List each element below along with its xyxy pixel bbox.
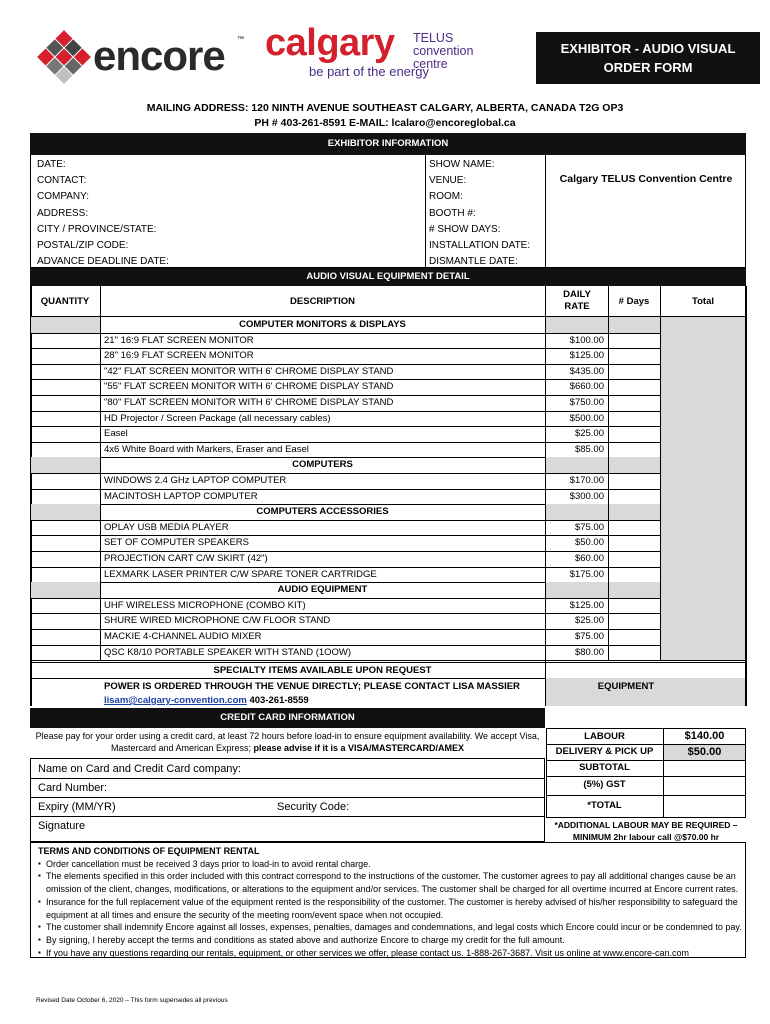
exhibitor-show-field-0[interactable]: SHOW NAME:: [429, 159, 495, 170]
total-cell: [661, 551, 745, 567]
item-description: 21" 16:9 FLAT SCREEN MONITOR: [104, 334, 254, 346]
total-cell: [661, 535, 745, 551]
item-rate: $300.00: [569, 490, 604, 502]
item-description: "80" FLAT SCREEN MONITOR WITH 6' CHROME DISPLAY STAND: [104, 397, 394, 408]
days-input[interactable]: [609, 411, 660, 427]
summary-delivery: DELIVERY & PICK UP: [555, 746, 654, 757]
terms-title: TERMS AND CONDITIONS OF EQUIPMENT RENTAL: [38, 846, 260, 856]
item-description: Easel: [104, 428, 128, 440]
total-cell: [661, 473, 745, 489]
form-title: EXHIBITOR - AUDIO VISUAL ORDER FORM: [536, 32, 760, 84]
exhibitor-show-field-6[interactable]: DISMANTLE DATE:: [429, 256, 518, 268]
exhibitor-field-4[interactable]: CITY / PROVINCE/STATE:: [37, 223, 157, 235]
days-input[interactable]: [609, 598, 660, 614]
summary-total: *TOTAL: [587, 800, 622, 811]
signature-field[interactable]: Signature: [38, 820, 86, 832]
quantity-input[interactable]: [31, 411, 100, 427]
terms-section: [38, 845, 748, 959]
exhibitor-field-5[interactable]: POSTAL/ZIP CODE:: [37, 240, 129, 251]
specialty-title: SPECIALTY ITEMS AVAILABLE UPON REQUEST: [213, 665, 432, 676]
terms-item-1: ▪ The elements specified in this order included with this contract correspond to the instructions of the customer. The customer agrees to pay all additional changes cause be an omission of the client, changes, modifications, or alterations to the equipment and/or services. The customer shall be charged for all overtime incurred at Encore current rates.: [38, 870, 748, 895]
quantity-input[interactable]: [31, 473, 100, 489]
item-description: PROJECTION CART C/W SKIRT (42"): [104, 553, 268, 564]
quantity-input[interactable]: [31, 598, 100, 614]
qty-gray: [31, 504, 100, 520]
exhibitor-show-field-1[interactable]: VENUE:: [429, 175, 467, 187]
item-description: SHURE WIRED MICROPHONE C/W FLOOR STAND: [104, 615, 331, 627]
quantity-input[interactable]: [31, 333, 100, 349]
name-on-card-field[interactable]: Name on Card and Credit Card company:: [38, 763, 241, 775]
terms-item-5: ▪ If you have any questions regarding our rentals, equipment, or other services we offer, please contact us. 1-888-267-3687. Visit us online at www.encore-can.com: [38, 947, 748, 960]
item-description: MACINTOSH LAPTOP COMPUTER: [104, 490, 258, 502]
quantity-input[interactable]: [31, 364, 100, 380]
days-input[interactable]: [609, 333, 660, 349]
days-input[interactable]: [609, 426, 660, 442]
quantity-input[interactable]: [31, 567, 100, 583]
quantity-input[interactable]: [31, 395, 100, 411]
days-input[interactable]: [609, 535, 660, 551]
item-description: "42" FLAT SCREEN MONITOR WITH 6' CHROME DISPLAY STAND: [104, 365, 394, 377]
item-rate: $660.00: [569, 381, 604, 393]
col-daily-rate: DAILY RATE: [563, 289, 591, 312]
summary-gst: (5%) GST: [583, 779, 626, 790]
col-total: Total: [692, 296, 714, 307]
quantity-input[interactable]: [31, 348, 100, 364]
item-rate: $75.00: [574, 631, 604, 642]
quantity-input[interactable]: [31, 426, 100, 442]
labour-note: *ADDITIONAL LABOUR MAY BE REQUIRED – MINIMUM 2hr labour call @$70.00 hr: [554, 820, 738, 842]
terms-item-3: ▪ The customer shall indemnify Encore against all losses, expenses, penalties, damages and condemnations, and legal costs which Encore could incur or be condemned to pay.: [38, 921, 748, 934]
item-description: UHF WIRELESS MICROPHONE (COMBO KIT): [104, 599, 306, 611]
power-note: POWER IS ORDERED THROUGH THE VENUE DIRECTLY; PLEASE CONTACT LISA MASSIER: [104, 681, 520, 692]
item-rate: $500.00: [569, 412, 604, 424]
item-description: "55" FLAT SCREEN MONITOR WITH 6' CHROME DISPLAY STAND: [104, 381, 394, 393]
total-cell: [661, 613, 745, 629]
days-input[interactable]: [609, 364, 660, 380]
days-input[interactable]: [609, 379, 660, 395]
section-title-3: AUDIO EQUIPMENT: [277, 584, 368, 596]
item-rate: $125.00: [569, 599, 604, 611]
item-rate: $125.00: [569, 350, 604, 362]
qty-gray: [31, 582, 100, 598]
item-description: QSC K8/10 PORTABLE SPEAKER WITH STAND (1OOW): [104, 646, 352, 658]
expiry-field[interactable]: Expiry (MM/YR): [38, 801, 116, 813]
total-cell: [661, 489, 745, 505]
security-code-field[interactable]: Security Code:: [277, 801, 350, 813]
exhibitor-show-field-5[interactable]: INSTALLATION DATE:: [429, 240, 531, 251]
revision-footer: Revised Date October 6, 2020 – This form supersedes all previous: [36, 997, 228, 1004]
terms-item-4: ▪ By signing, I hereby accept the terms and conditions as stated above and authorize Encore to charge my credit for the full amount.: [38, 934, 748, 947]
exhibitor-field-1[interactable]: CONTACT:: [37, 175, 87, 187]
days-input[interactable]: [609, 473, 660, 489]
item-rate: $100.00: [569, 334, 604, 346]
item-description: OPLAY USB MEDIA PLAYER: [104, 521, 229, 533]
exhibitor-show-field-3[interactable]: BOOTH #:: [429, 207, 476, 219]
item-rate: $25.00: [574, 615, 604, 627]
days-input[interactable]: [609, 520, 660, 536]
days-input[interactable]: [609, 489, 660, 505]
days-input[interactable]: [609, 613, 660, 629]
exhibitor-field-6[interactable]: ADVANCE DEADLINE DATE:: [37, 256, 169, 268]
summary-labour: LABOUR: [584, 731, 625, 742]
item-rate: $25.00: [574, 428, 604, 440]
total-cell: [661, 333, 745, 349]
item-description: LEXMARK LASER PRINTER C/W SPARE TONER CARTRIDGE: [104, 568, 377, 580]
total-cell: [661, 426, 745, 442]
total-cell: [661, 520, 745, 536]
total-cell: [661, 645, 745, 661]
terms-list: [38, 858, 748, 960]
power-contact: lisam@calgary-convention.com 403-261-8559: [104, 695, 309, 706]
encore-wordmark: encore: [93, 32, 225, 79]
item-description: MACKIE 4-CHANNEL AUDIO MIXER: [104, 631, 262, 642]
section-title-1: COMPUTERS: [292, 459, 353, 471]
calgary-logo: [265, 22, 515, 88]
total-cell: [661, 629, 745, 645]
section-title-2: COMPUTERS ACCESSORIES: [256, 506, 389, 518]
item-rate: $750.00: [569, 397, 604, 408]
days-input[interactable]: [609, 567, 660, 583]
venue-value: Calgary TELUS Convention Centre: [559, 173, 733, 185]
item-rate: $85.00: [574, 443, 604, 455]
quantity-input[interactable]: [31, 551, 100, 567]
summary-equipment: EQUIPMENT: [597, 681, 655, 692]
total-cell: [661, 348, 745, 364]
summary-subtotal: SUBTOTAL: [579, 762, 630, 773]
col-quantity: QUANTITY: [40, 296, 90, 307]
terms-item-2: ▪ Insurance for the full replacement value of the equipment rented is the responsibility of the customer. The customer is hereby advised of his/her responsibility to safeguard the equipment at all times and ensure the security of the meeting room/event space when not occupied.: [38, 896, 748, 921]
days-input[interactable]: [609, 645, 660, 661]
credit-header: CREDIT CARD INFORMATION: [30, 708, 545, 728]
quantity-input[interactable]: [31, 379, 100, 395]
trademark: ™: [237, 36, 244, 43]
item-description: SET OF COMPUTER SPEAKERS: [104, 537, 249, 549]
equipment-header: AUDIO VISUAL EQUIPMENT DETAIL: [30, 268, 746, 286]
item-description: HD Projector / Screen Package (all necessary cables): [104, 412, 331, 424]
total-cell: [661, 364, 745, 380]
item-rate: $60.00: [574, 553, 604, 564]
col-description: DESCRIPTION: [290, 296, 355, 307]
item-rate: $170.00: [569, 475, 604, 486]
mailing-address: MAILING ADDRESS: 120 NINTH AVENUE SOUTHEAST CALGARY, ALBERTA, CANADA T2G OP3: [146, 102, 624, 114]
col-days: # Days: [618, 296, 650, 307]
rate-gray: [546, 504, 745, 520]
exhibitor-info-header: EXHIBITOR INFORMATION: [30, 133, 746, 155]
days-input[interactable]: [609, 442, 660, 458]
quantity-input[interactable]: [31, 520, 100, 536]
total-cell: [661, 411, 745, 427]
exhibitor-field-0[interactable]: DATE:: [37, 159, 66, 170]
item-rate: $175.00: [569, 568, 604, 580]
rate-gray: [546, 317, 745, 333]
total-cell: [661, 442, 745, 458]
total-cell: [661, 379, 745, 395]
days-input[interactable]: [609, 629, 660, 645]
quantity-input[interactable]: [31, 442, 100, 458]
card-number-field[interactable]: Card Number:: [38, 782, 108, 794]
phone-email: PH # 403-261-8591 E-MAIL: lcalaro@encoreglobal.ca: [254, 117, 516, 129]
qty-gray: [31, 317, 100, 333]
tagline: be part of the energy: [309, 64, 429, 79]
encore-logo: [37, 26, 247, 88]
days-input[interactable]: [609, 348, 660, 364]
quantity-input[interactable]: [31, 629, 100, 645]
total-cell: [661, 395, 745, 411]
item-rate: $435.00: [569, 365, 604, 377]
exhibitor-show-field-4[interactable]: # SHOW DAYS:: [429, 223, 501, 235]
exhibitor-field-3[interactable]: ADDRESS:: [37, 207, 89, 219]
item-rate: $75.00: [574, 521, 604, 533]
power-email-link[interactable]: lisam@calgary-convention.com: [104, 695, 247, 706]
item-description: WINDOWS 2.4 GHz LAPTOP COMPUTER: [104, 475, 287, 486]
terms-item-0: ▪ Order cancellation must be received 3 days prior to load-in to avoid rental charge.: [38, 858, 748, 871]
rate-gray: [546, 457, 745, 473]
calgary-wordmark: calgary: [265, 22, 395, 64]
telus-convention-text: TELUS convention centre: [413, 31, 474, 71]
total-cell: [661, 567, 745, 583]
item-rate: $50.00: [574, 537, 604, 549]
quantity-input[interactable]: [31, 613, 100, 629]
total-cell: [661, 598, 745, 614]
credit-para-1: Please pay for your order using a credit card, at least 72 hours before load-in to ensure equipment availability. We accept Visa,: [35, 731, 540, 741]
quantity-input[interactable]: [31, 489, 100, 505]
credit-para-2: Mastercard and American Express; please advise if it is a VISA/MASTERCARD/AMEX: [110, 743, 465, 753]
item-description: 28" 16:9 FLAT SCREEN MONITOR: [104, 350, 254, 362]
exhibitor-show-field-2[interactable]: ROOM:: [429, 191, 463, 203]
quantity-input[interactable]: [31, 535, 100, 551]
encore-diamond-icon: [37, 26, 91, 88]
summary-labour-value: $140.00: [684, 730, 725, 742]
days-input[interactable]: [609, 551, 660, 567]
quantity-input[interactable]: [31, 645, 100, 661]
days-input[interactable]: [609, 395, 660, 411]
qty-gray: [31, 457, 100, 473]
item-description: 4x6 White Board with Markers, Eraser and Easel: [104, 443, 309, 455]
summary-delivery-value: $50.00: [687, 746, 722, 758]
item-rate: $80.00: [574, 646, 604, 658]
exhibitor-field-2[interactable]: COMPANY:: [37, 191, 90, 203]
section-title-0: COMPUTER MONITORS & DISPLAYS: [239, 319, 406, 330]
rate-gray: [546, 582, 745, 598]
